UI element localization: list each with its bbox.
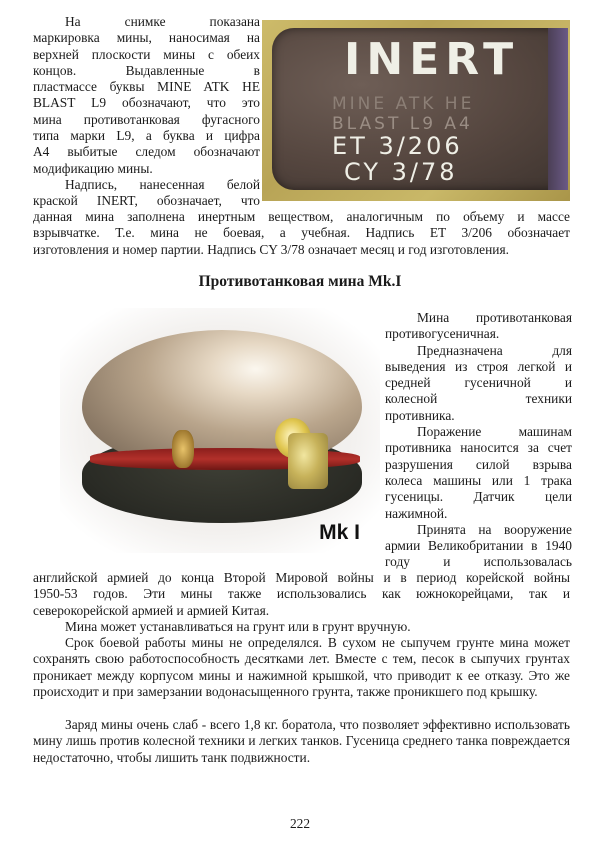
photo-caption-mk1: Mk I bbox=[319, 521, 360, 544]
marking-mine-atk: MINE ATK HE bbox=[332, 94, 475, 114]
text-line: колеса машины или 1 трака bbox=[385, 472, 572, 488]
text-line: средней гусеничной и bbox=[385, 375, 572, 391]
text-line: гусеницы. Датчик цели bbox=[385, 489, 572, 505]
section-title: Противотанковая мина Mk.I bbox=[198, 273, 402, 290]
intro-continuation bbox=[33, 209, 570, 258]
marking-date: CY 3/78 bbox=[344, 158, 458, 186]
text-line: мина противотанковая фугасного bbox=[33, 111, 260, 127]
text-line: противника наносится за счет bbox=[385, 440, 572, 456]
text-line: концов. Выдавленные в bbox=[33, 62, 260, 78]
text-line: маркировка мины, наносимая на bbox=[33, 30, 260, 46]
service-life-paragraph: Срок боевой работы мины не определялся. В сухом не сыпучем грунте мина может сохранять свою работоспособность десятками лет. Вместе с тем, песок в сыпучих грунтах проникает между корпусом мины и нажимной крышкой, что приводит к ее отказу. Это же происходит и при замерзании водонасыщенного грунта, также проникшего под крышку. bbox=[33, 635, 570, 699]
page-number: 222 bbox=[289, 816, 311, 831]
text-line: A4 выбитые следом обозначают bbox=[33, 144, 260, 160]
text-line: противника. bbox=[385, 407, 455, 423]
text-line: выведения из строя легкой и bbox=[385, 358, 572, 374]
text-line: верхней плоскости мины с обеих bbox=[33, 46, 260, 62]
inert-marking-photo bbox=[262, 20, 570, 201]
text-line: Поражение машинам bbox=[417, 424, 572, 440]
marking-blast: BLAST L9 A4 bbox=[332, 114, 473, 134]
text-line: противогусеничная. bbox=[385, 326, 500, 342]
text-line: английской армией до конца Второй Мировой войны и в период корейской войны bbox=[33, 570, 570, 585]
text-line: взрывчатке. Т.е. мина не боевая, а учебная. Надпись ET 3/206 обозначает bbox=[33, 225, 570, 241]
text-line: Мина противотанковая bbox=[417, 310, 572, 325]
mine-bolt bbox=[288, 433, 328, 489]
plate-edge-shadow bbox=[548, 28, 568, 190]
text-line: изготовления и номер партии. Надпись CY 3/78 означает месяц и год изготовления. bbox=[33, 241, 509, 257]
text-line: модификацию мины. bbox=[33, 160, 153, 176]
side-description bbox=[385, 310, 572, 571]
text-line: Предназначена для bbox=[417, 342, 572, 358]
marking-inert: INERT bbox=[344, 34, 520, 85]
text-line: армии Великобритании в 1940 bbox=[385, 538, 572, 554]
text-line: году и использовалась bbox=[385, 554, 572, 570]
marking-lot: ET 3/206 bbox=[332, 132, 463, 160]
text-line: пластмассе буквы MINE ATK HE bbox=[33, 79, 260, 95]
service-history-paragraph bbox=[33, 570, 570, 619]
text-line: колесной техники bbox=[385, 391, 572, 407]
text-line: краской INERT, обозначает, что bbox=[33, 193, 260, 209]
text-line: типа марки L9, а буква и цифра bbox=[33, 128, 260, 144]
text-line: Надпись, нанесенная белой bbox=[65, 176, 260, 192]
text-line: BLAST L9 обозначают, что это bbox=[33, 95, 260, 111]
text-line: данная мина заполнена инертным веществом, аналогичным по объему и массе bbox=[33, 209, 570, 224]
text-line: северокорейской армией и армией Китая. bbox=[33, 602, 270, 618]
intro-wrapped-text bbox=[33, 14, 260, 210]
installation-paragraph: Мина может устанавливаться на грунт или в грунт вручную. bbox=[65, 619, 411, 634]
text-line: Принята на вооружение bbox=[417, 521, 572, 537]
mk1-mine-photo bbox=[60, 308, 380, 553]
text-line: 1950-53 годов. Эти мины также использовались как южнокорейцами, так и bbox=[33, 586, 570, 602]
text-line: разрушения силой взрыва bbox=[385, 456, 572, 472]
mine-side-hole bbox=[172, 430, 194, 468]
charge-paragraph: Заряд мины очень слаб - всего 1,8 кг. боратола, что позволяет эффективно использовать мину лишь против колесной техники и легких танков. Гусеница среднего танка повреждается недостаточно, чтобы лишить танк подвижности. bbox=[33, 717, 570, 765]
text-line: нажимной. bbox=[385, 505, 448, 521]
mine-plate bbox=[272, 28, 568, 190]
text-line: На снимке показана bbox=[65, 14, 260, 29]
